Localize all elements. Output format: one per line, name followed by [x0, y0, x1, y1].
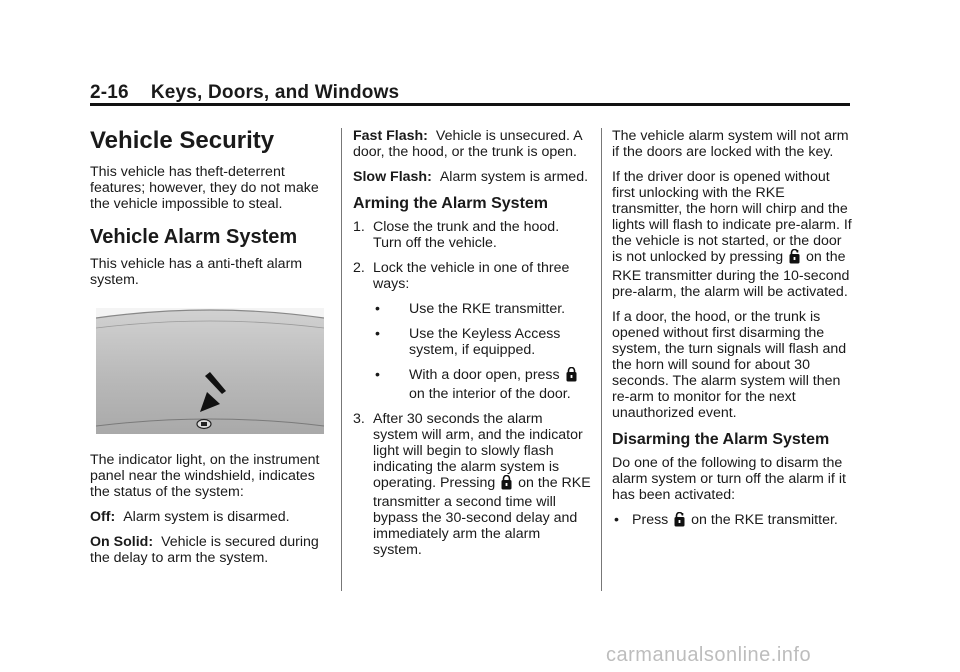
bullet-dot: •	[375, 326, 380, 342]
arming-heading: Arming the Alarm System	[353, 195, 549, 212]
bullet-text: Use the Keyless Access system, if equipped.	[409, 326, 561, 358]
disarm-method-rke	[612, 512, 852, 531]
section-title: Keys, Doors, and Windows	[150, 82, 400, 103]
unlock-icon	[789, 249, 800, 268]
lock-icon	[566, 367, 577, 386]
status-solid-label: On Solid:	[90, 534, 154, 550]
bullet-text-b: on the interior of the door.	[409, 386, 571, 402]
page-number: 2-16	[90, 82, 129, 103]
bullet-text-b: on the RKE transmitter.	[691, 512, 838, 528]
disarm-intro: Do one of the following to disarm the alarm system or turn off the alarm if it has been activated:	[612, 455, 846, 503]
status-on-solid	[90, 534, 330, 566]
disarming-heading: Disarming the Alarm System	[612, 431, 830, 448]
bullet-dot: •	[375, 301, 380, 317]
step-text-a: After 30 seconds the alarm system will arm, and the indicator light will begin to slowly flash indicating the alarm system is operating. Pressing	[373, 411, 583, 491]
bullet-text: Use the RKE transmitter.	[409, 301, 566, 317]
step-number: 3.	[353, 411, 365, 427]
bullet-dot: •	[614, 512, 619, 528]
intro-paragraph: This vehicle has theft-deterrent features; however, they do not make the vehicle impossible to steal.	[90, 164, 319, 212]
vehicle-security-title: Vehicle Security	[90, 127, 275, 154]
pre-alarm-text-a: If the driver door is opened without first unlocking with the RKE transmitter, the horn will chirp and the lights will flash to indicate pre-alarm. If the vehicle is not started, or the door is not unlocked by pressing	[612, 169, 852, 265]
step-text-b: on the RKE transmitter a second time will bypass the 30-second delay and immediately arm the alarm system.	[373, 475, 591, 558]
pre-alarm-text-b: on the RKE transmitter during the 10-second pre-alarm, the alarm will be activated.	[612, 249, 850, 300]
unauthorized-entry-paragraph: If a door, the hood, or the trunk is opened without first disarming the system, the turn signals will flash and the horn will sound for about 30 seconds. The alarm system will then re-arm to monitor for the next unauthorized event.	[612, 309, 847, 421]
column-3	[612, 128, 852, 540]
lock-method-keyless	[373, 326, 591, 358]
bullet-text-a: With a door open, press	[409, 367, 560, 383]
status-off	[90, 509, 330, 525]
bullet-dot: •	[375, 367, 380, 383]
security-indicator-icon	[197, 420, 211, 429]
page-header	[90, 82, 399, 104]
status-fast-flash	[353, 128, 591, 160]
status-off-text: Alarm system is disarmed.	[123, 509, 290, 525]
bullet-text-a: Press	[632, 512, 669, 528]
unlock-icon	[674, 512, 685, 531]
status-fast-text: Vehicle is unsecured. A door, the hood, or the trunk is open.	[353, 128, 582, 160]
alarm-intro-paragraph: This vehicle has a anti-theft alarm system.	[90, 256, 303, 288]
watermark: carmanualsonline.info	[606, 644, 812, 666]
column-divider-2	[601, 128, 602, 591]
arming-step-2	[353, 260, 591, 292]
column-1	[90, 128, 330, 575]
key-lock-note: The vehicle alarm system will not arm if the doors are locked with the key.	[612, 128, 849, 160]
lock-icon	[501, 475, 512, 494]
status-slow-text: Alarm system is armed.	[439, 169, 589, 185]
status-slow-flash	[353, 169, 591, 185]
instrument-panel-illustration	[96, 308, 324, 434]
pre-alarm-paragraph	[612, 169, 852, 300]
step-number: 2.	[353, 260, 365, 276]
column-2	[353, 128, 591, 567]
header-rule	[90, 103, 850, 106]
step-text: Close the trunk and the hood. Turn off the vehicle.	[373, 219, 560, 251]
column-divider-1	[341, 128, 342, 591]
status-fast-label: Fast Flash:	[353, 128, 428, 144]
alarm-system-heading: Vehicle Alarm System	[90, 226, 298, 248]
arming-step-1	[353, 219, 591, 251]
indicator-description: The indicator light, on the instrument panel near the windshield, indicates the status of the system:	[90, 452, 320, 500]
step-number: 1.	[353, 219, 365, 235]
status-slow-label: Slow Flash:	[353, 169, 432, 185]
lock-method-door-switch	[373, 367, 591, 402]
arming-step-3	[353, 411, 591, 558]
status-solid-text: Vehicle is secured during the delay to arm the system.	[90, 534, 319, 566]
status-off-label: Off:	[90, 509, 116, 525]
lock-method-rke	[373, 301, 591, 317]
step-text: Lock the vehicle in one of three ways:	[373, 260, 570, 292]
